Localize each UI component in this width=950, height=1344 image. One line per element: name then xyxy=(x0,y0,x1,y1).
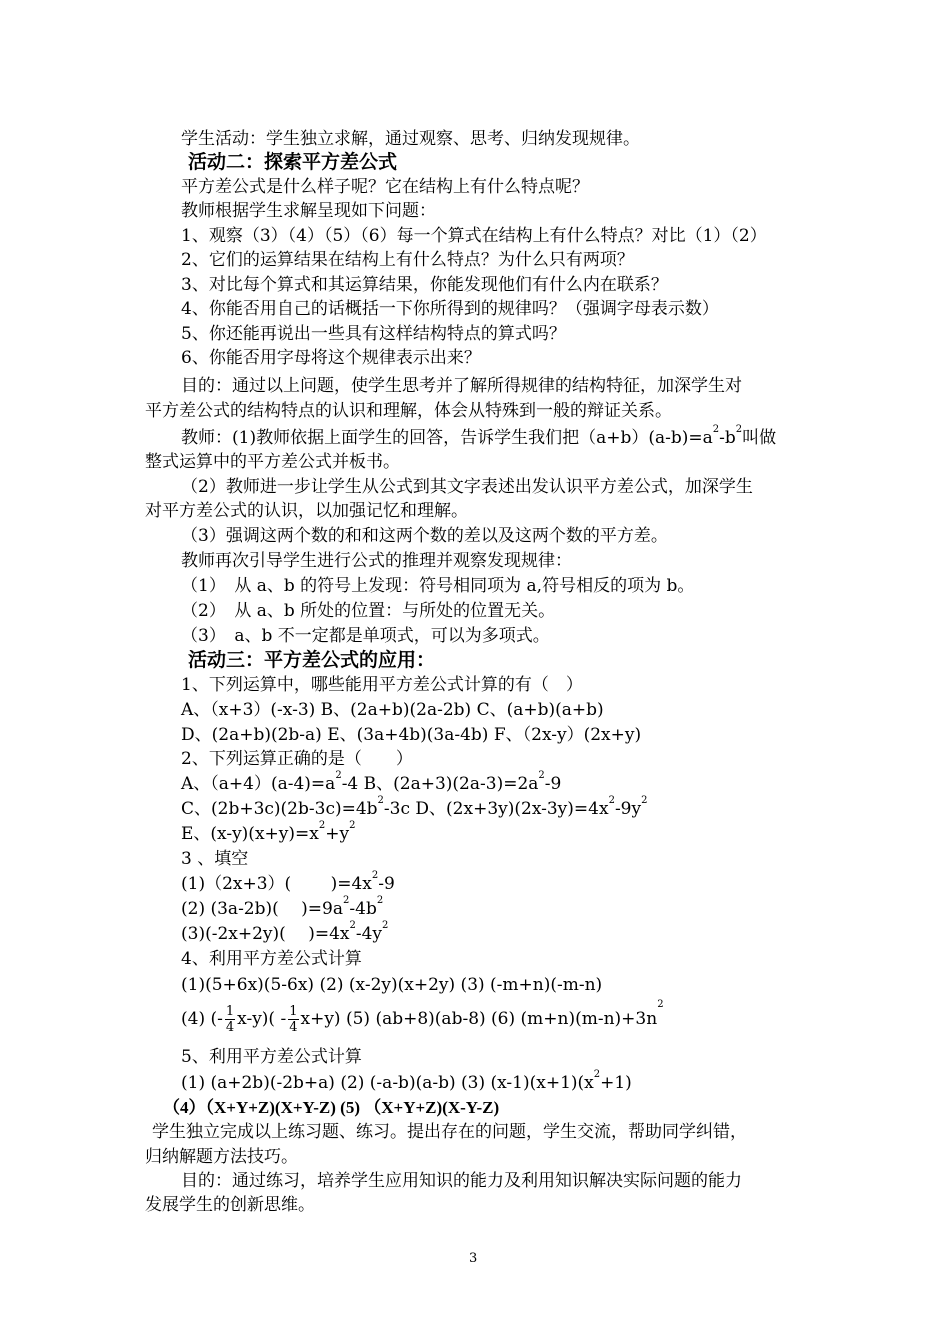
exercise-line: A、$(a+4)(a-4)=a^2-4$ B、$(2a+3)(2a-3)=2a^2-9$ xyxy=(181,770,562,794)
question-line: 2、它们的运算结果在结构上有什么特点？为什么只有两项？ xyxy=(181,250,634,270)
text-line: 平方差公式是什么样子呢？它在结构上有什么特点呢？ xyxy=(181,177,589,197)
fraction: $\frac{1}{4}$ xyxy=(289,1004,298,1035)
exercise-line: 5、利用平方差公式计算 xyxy=(181,1047,362,1067)
text-line: 学生独立完成以上练习题、练习。提出存在的问题，学生交流，帮助同学纠错， xyxy=(152,1122,747,1142)
exercise-line: (4) (- $\frac{1}{4}$ x-y)( - $\frac{1}{4}$ x+y) (5) (ab+8)(ab-8) (6) $(m+n)(m-n)+3n^2$ xyxy=(181,999,664,1035)
question-line: 4、你能否用自己的话概括一下你所得到的规律吗？（强调字母表示数） xyxy=(181,299,719,319)
rule-line: （2） 从 a、b 所处的位置：与所处的位置无关。 xyxy=(181,601,556,621)
exercise-line: E、$(x-y)(x+y)=x^2+y^2$ xyxy=(181,820,356,844)
rule-line: （3） a、b 不一定都是单项式，可以为多项式。 xyxy=(181,626,550,646)
text-line: 归纳解题方法技巧。 xyxy=(145,1147,298,1167)
text-line: 发展学生的创新思维。 xyxy=(145,1195,315,1215)
exercise-line: (3)(-2x+2y)( )$=4x^2-4y^2$ xyxy=(181,920,389,944)
exercise-line: C、$(2b+3c)(2b-3c)=4b^2-3c$ D、$(2x+3y)(2x-3y)=4x^2-9y^2$ xyxy=(181,795,648,819)
section-heading: 活动二：探索平方差公式 xyxy=(188,151,398,173)
exercise-line: (1) (a+2b)(-2b+a) (2) (-a-b)(a-b) (3) $(x-1)(x+1)(x^2+1)$ xyxy=(181,1069,632,1093)
question-line: 6、你能否用字母将这个规律表示出来？ xyxy=(181,348,481,368)
exercise-line: （4）（X+Y+Z)(X+Y-Z) (5) （X+Y+Z)(X-Y-Z) xyxy=(163,1098,500,1117)
exercise-line: 4、利用平方差公式计算 xyxy=(181,949,362,969)
text-line: 目的：通过练习，培养学生应用知识的能力及利用知识解决实际问题的能力 xyxy=(181,1171,742,1191)
exercise-line: A、（x+3）(-x-3) B、(2a+b)(2a-2b) C、(a+b)(a+b) xyxy=(181,700,604,720)
exercise-line: (2) (3a-2b)( )$=9a^2-4b^2$ xyxy=(181,895,384,919)
formula-line: 教师：(1)教师依据上面学生的回答，告诉学生我们把$(a+b)(a-b)=a^2-b^2$叫做 xyxy=(181,424,777,448)
fraction: $\frac{1}{4}$ xyxy=(225,1004,235,1035)
text-line: 教师根据学生求解呈现如下问题： xyxy=(181,201,436,221)
text-line: （2）教师进一步让学生从公式到其文字表述出发认识平方差公式，加深学生 xyxy=(181,477,753,497)
text-line: 整式运算中的平方差公式并板书。 xyxy=(145,452,400,472)
text-line: 对平方差公式的认识，以加强记忆和理解。 xyxy=(145,501,468,521)
page-number: 3 xyxy=(469,1251,478,1266)
text-line: 目的：通过以上问题，使学生思考并了解所得规律的结构特征，加深学生对 xyxy=(181,376,742,396)
question-line: 3、对比每个算式和其运算结果，你能发现他们有什么内在联系？ xyxy=(181,275,668,295)
exercise-line: (1)(5+6x)(5-6x) (2) (x-2y)(x+2y) (3) (-m+n)(-m-n) xyxy=(181,975,603,995)
exercise-line: D、(2a+b)(2b-a) E、(3a+4b)(3a-4b) F、（2x-y）(2x+y) xyxy=(181,725,642,745)
text-line: （3）强调这两个数的和和这两个数的差以及这两个数的平方差。 xyxy=(181,526,668,546)
question-line: 1、观察（3）（4）（5）（6）每一个算式在结构上有什么特点？对比（1）（2） xyxy=(181,226,767,246)
text-line: 学生活动：学生独立求解，通过观察、思考、归纳发现规律。 xyxy=(181,129,640,149)
text-line: 教师再次引导学生进行公式的推理并观察发现规律： xyxy=(181,551,572,571)
section-heading: 活动三：平方差公式的应用： xyxy=(188,649,436,671)
exercise-line: 1、下列运算中，哪些能用平方差公式计算的有（ ） xyxy=(181,675,583,695)
exercise-line: 2、下列运算正确的是（ ） xyxy=(181,749,413,769)
exercise-line: 3 、填空 xyxy=(181,849,249,869)
exercise-line: (1)（2x+3）( )$=4x^2-9$ xyxy=(181,870,395,894)
text-line: 平方差公式的结构特点的认识和理解，体会从特殊到一般的辩证关系。 xyxy=(145,401,672,421)
question-line: 5、你还能再说出一些具有这样结构特点的算式吗？ xyxy=(181,324,566,344)
rule-line: （1） 从 a、b 的符号上发现：符号相同项为 a,符号相反的项为 b。 xyxy=(181,576,695,596)
